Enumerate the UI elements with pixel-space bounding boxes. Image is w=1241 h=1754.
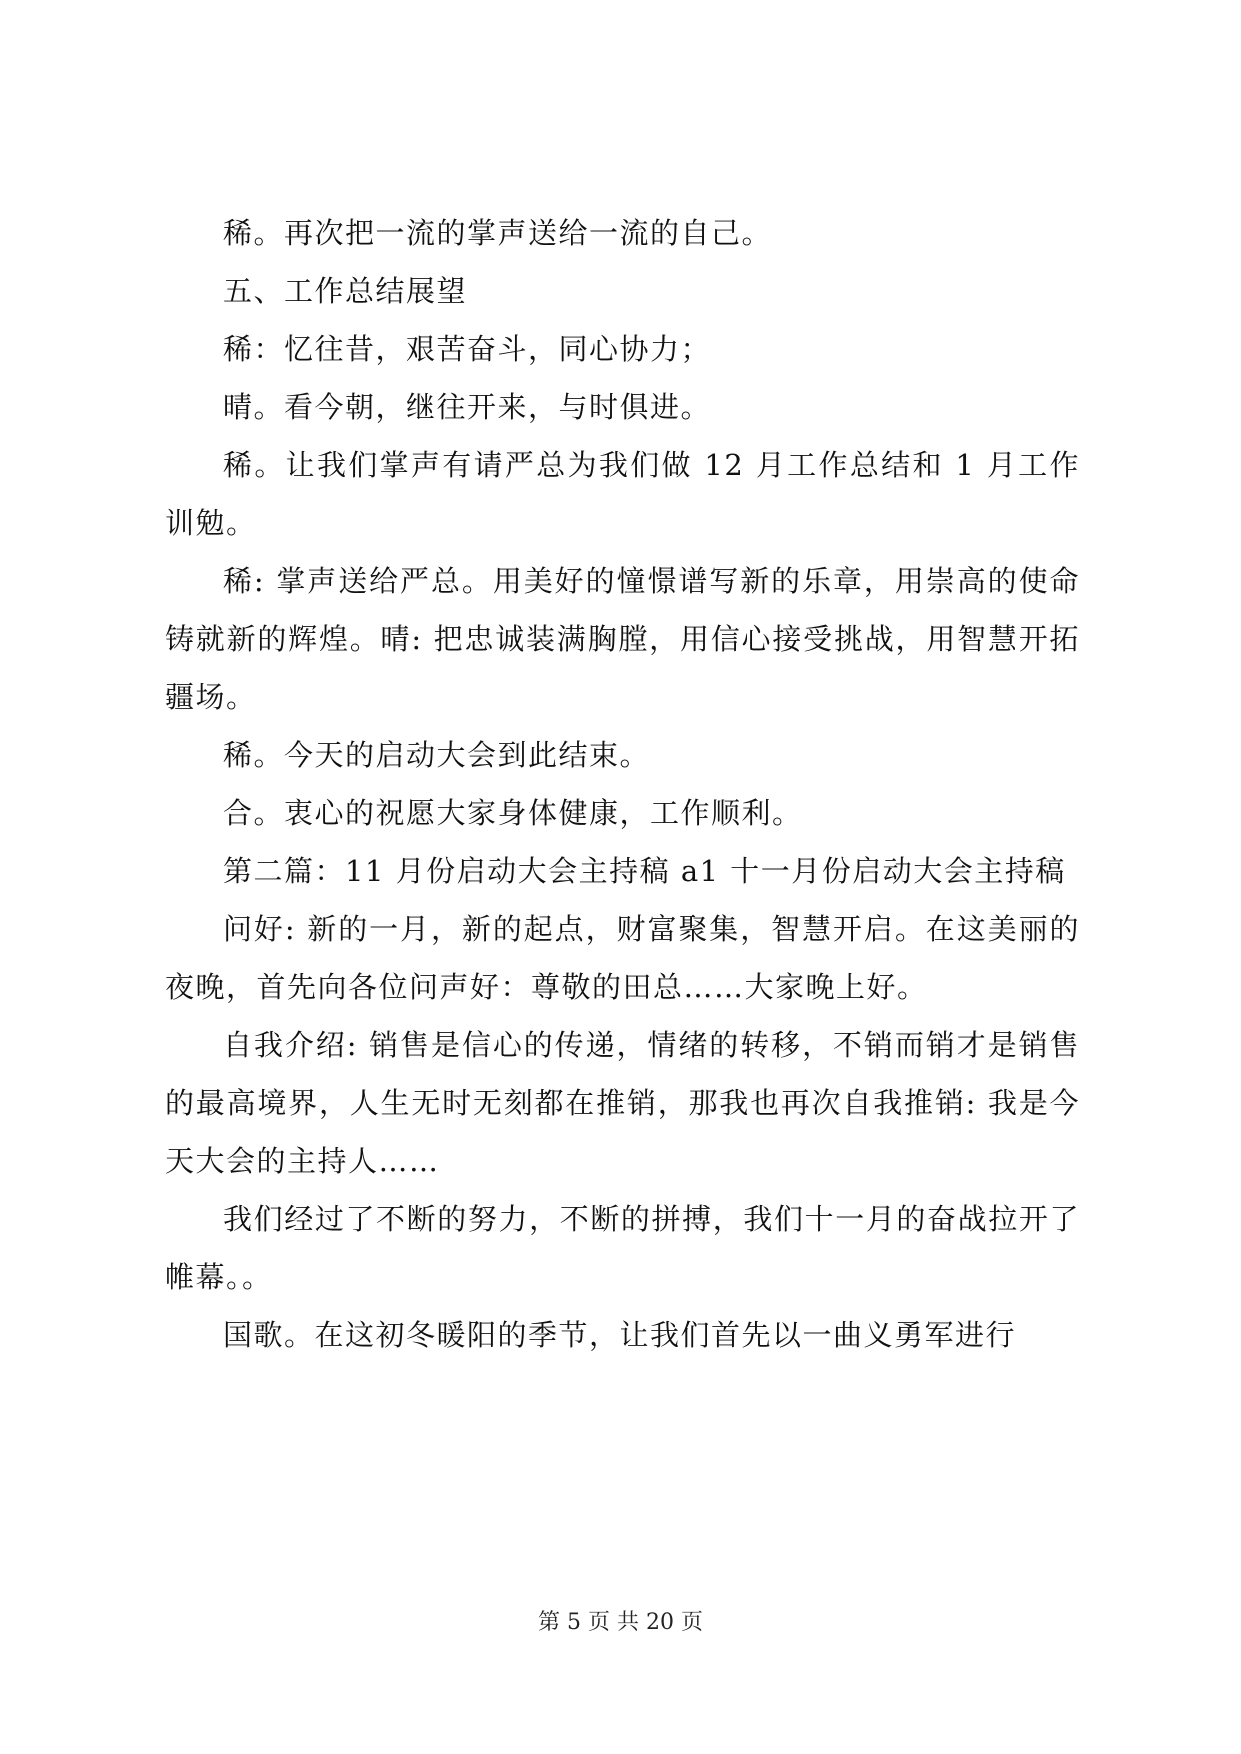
paragraph: 稀: 掌声送给严总。用美好的憧憬谱写新的乐章，用崇高的使命铸就新的辉煌。晴: 把忠诚装满胸膛，用信心接受挑战，用智慧开拓疆场。	[165, 564, 1080, 714]
paragraph: 合。衷心的祝愿大家身体健康，工作顺利。	[223, 796, 803, 830]
paragraph: 稀：忆往昔，艰苦奋斗，同心协力；	[223, 332, 712, 366]
paragraph: 我们经过了不断的努力，不断的拼搏，我们十一月的奋战拉开了帷幕。。	[165, 1202, 1080, 1294]
section-heading: 五、工作总结展望	[223, 274, 468, 308]
document-body	[165, 204, 1080, 1364]
paragraph: 稀。再次把一流的掌声送给一流的自己。	[223, 216, 773, 250]
paragraph: 晴。看今朝，继往开来，与时俱进。	[223, 390, 712, 424]
page-footer: 第 5 页 共 20 页	[538, 1610, 703, 1635]
paragraph: 国歌。在这初冬暖阳的季节，让我们首先以一曲义勇军进行	[223, 1318, 1017, 1352]
paragraph: 自我介绍: 销售是信心的传递，情绪的转移，不销而销才是销售的最高境界，人生无时无刻都在推销，那我也再次自我推销: 我是今天大会的主持人……	[165, 1028, 1080, 1178]
paragraph: 稀。让我们掌声有请严总为我们做 12 月工作总结和 1 月工作训勉。	[165, 448, 1080, 540]
chapter-title: 第二篇：11 月份启动大会主持稿 a1 十一月份启动大会主持稿	[223, 854, 1066, 888]
paragraph: 问好: 新的一月，新的起点，财富聚集，智慧开启。在这美丽的夜晚，首先向各位问声好：尊敬的田总……大家晚上好。	[165, 912, 1080, 1004]
paragraph: 稀。今天的启动大会到此结束。	[223, 738, 651, 772]
